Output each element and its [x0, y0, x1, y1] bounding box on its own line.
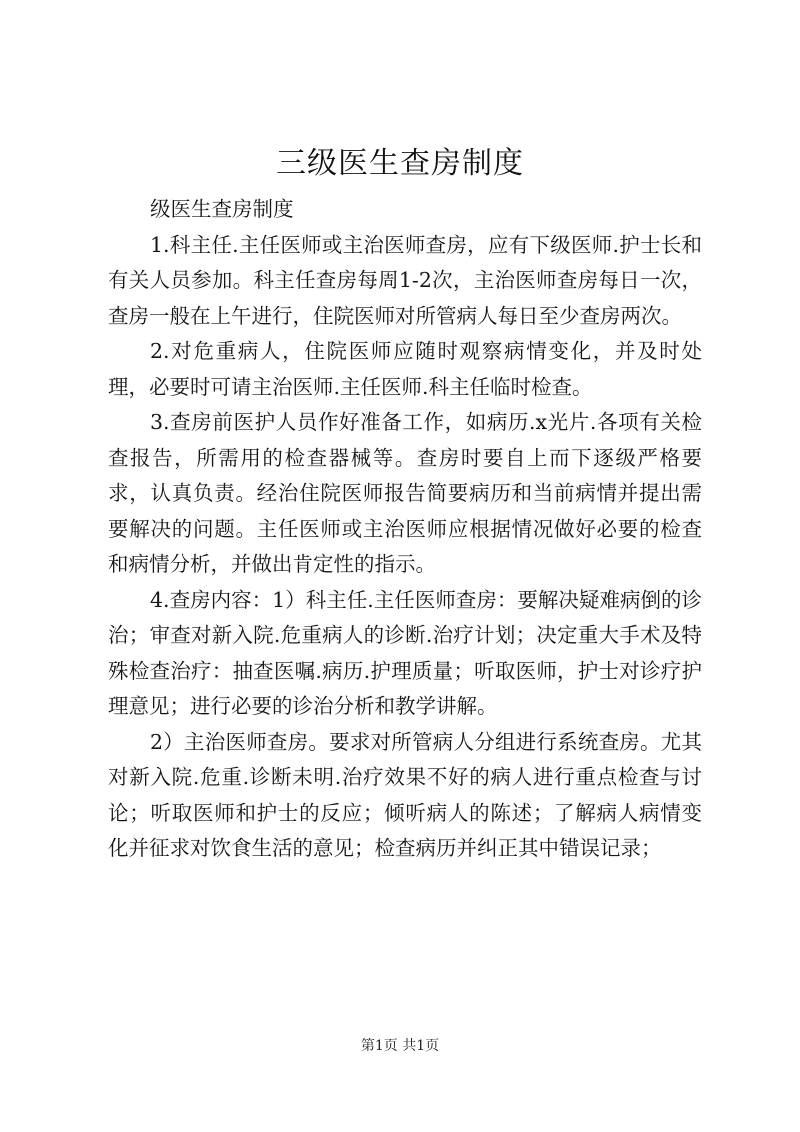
document-body: [108, 192, 702, 867]
paragraph-4: 4.查房内容：1）科主任.主任医师查房：要解决疑难病倒的诊治；审查对新入院.危重病人的诊断.治疗计划；决定重大手术及特殊检查治疗：抽查医嘱.病历.护理质量；听取医师，护士对诊疗护理意见；进行必要的诊治分析和教学讲解。: [108, 587, 702, 718]
document-title: 三级医生查房制度: [276, 146, 524, 181]
paragraph-2: 2.对危重病人，住院医师应随时观察病情变化，并及时处理，必要时可请主治医师.主任医师.科主任临时检查。: [108, 339, 702, 399]
paragraph-5: 2）主治医师查房。要求对所管病人分组进行系统查房。尤其对新入院.危重.诊断未明.治疗效果不好的病人进行重点检查与讨论；听取医师和护士的反应；倾听病人的陈述；了解病人病情变化并征求对饮食生活的意见；检查病历并纠正其中错误记录；: [108, 729, 702, 860]
paragraph-1: 1.科主任.主任医师或主治医师查房，应有下级医师.护士长和有关人员参加。科主任查房每周1-2次，主治医师查房每日一次，查房一般在上午进行，住院医师对所管病人每日至少查房两次。: [108, 232, 702, 328]
paragraph-3: 3.查房前医护人员作好准备工作，如病历.x光片.各项有关检查报告，所需用的检查器械等。查房时要自上而下逐级严格要求，认真负责。经治住院医师报告简要病历和当前病情并提出需要解决的问题。主任医师或主治医师应根据情况做好必要的检查和病情分析，并做出肯定性的指示。: [108, 410, 702, 576]
paragraph-subtitle: 级医生查房制度: [150, 197, 294, 221]
page-footer: 第1页 共1页: [360, 1038, 440, 1054]
